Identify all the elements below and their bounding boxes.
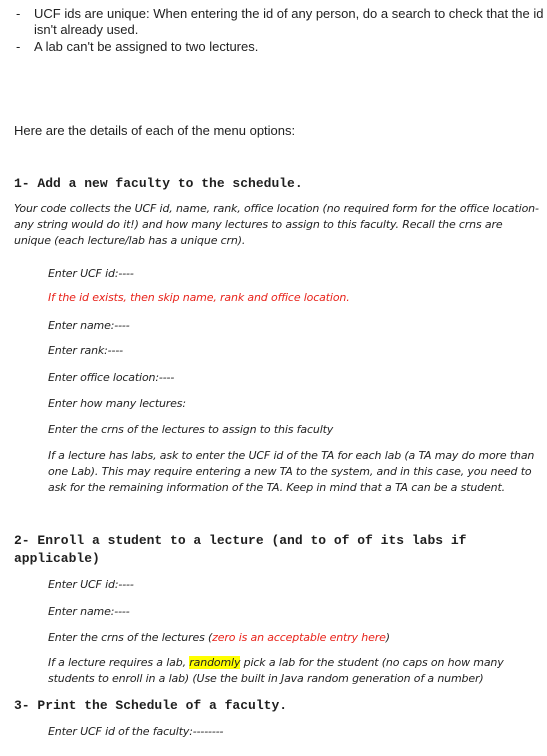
s1-rank-prompt: Enter rank:----	[48, 344, 123, 357]
section-2-heading: 2- Enroll a student to a lecture (and to of of its labs if applicable)	[14, 533, 467, 566]
s2-crns-prompt	[48, 630, 542, 646]
s1-ucf-id-prompt: Enter UCF id:----	[48, 267, 134, 280]
s2-lab-highlight: randomly	[189, 656, 241, 669]
s3-ucf-id-prompt: Enter UCF id of the faculty:--------	[48, 725, 224, 738]
list-item	[14, 6, 544, 38]
s2-lab-suffix: pick a lab for the student (no caps on how many students to enroll in a lab) (Use the built in Java random generation of a number)	[48, 656, 504, 685]
list-item-text: A lab can't be assigned to two lectures.	[34, 39, 259, 54]
s1-crns-prompt: Enter the crns of the lectures to assign to this faculty	[48, 423, 334, 436]
bullet-marker: -	[16, 6, 21, 21]
s1-name-prompt: Enter name:----	[48, 319, 130, 332]
s1-labs-note: If a lecture has labs, ask to enter the UCF id of the TA for each lab (a TA may do more than one Lab). This may require entering a new TA to the system, and in this case, you need to ask for the remaining information of the TA. Keep in mind that a TA can be a student.	[48, 449, 535, 494]
s1-lectures-prompt: Enter how many lectures:	[48, 397, 186, 410]
s2-lab-note	[48, 655, 542, 687]
intro-text: Here are the details of each of the menu options:	[14, 123, 296, 138]
s2-crns-prefix: Enter the crns of the lectures (	[48, 631, 213, 644]
list-item-text: UCF ids are unique: When entering the id of any person, do a search to check that the id isn't already used.	[34, 6, 544, 37]
section-3-heading: 3- Print the Schedule of a faculty.	[14, 698, 288, 713]
s2-crns-zero-note: zero is an acceptable entry here	[212, 631, 386, 644]
section-1-paragraph: Your code collects the UCF id, name, rank, office location (no required form for the office location-any string would do it!) and how many lectures to assign to this faculty. Recall the crns are unique (each lecture/lab has a unique crn).	[14, 202, 539, 247]
rules-list	[14, 6, 544, 56]
s2-crns-suffix: )	[385, 631, 390, 644]
bullet-marker: -	[16, 39, 21, 54]
list-item	[14, 39, 544, 55]
s2-name-prompt: Enter name:----	[48, 605, 130, 618]
s1-skip-note: If the id exists, then skip name, rank and office location.	[48, 291, 350, 304]
s2-ucf-id-prompt: Enter UCF id:----	[48, 578, 134, 591]
section-1-heading: 1- Add a new faculty to the schedule.	[14, 176, 303, 191]
s2-lab-prefix: If a lecture requires a lab,	[48, 656, 190, 669]
s1-office-prompt: Enter office location:----	[48, 371, 175, 384]
